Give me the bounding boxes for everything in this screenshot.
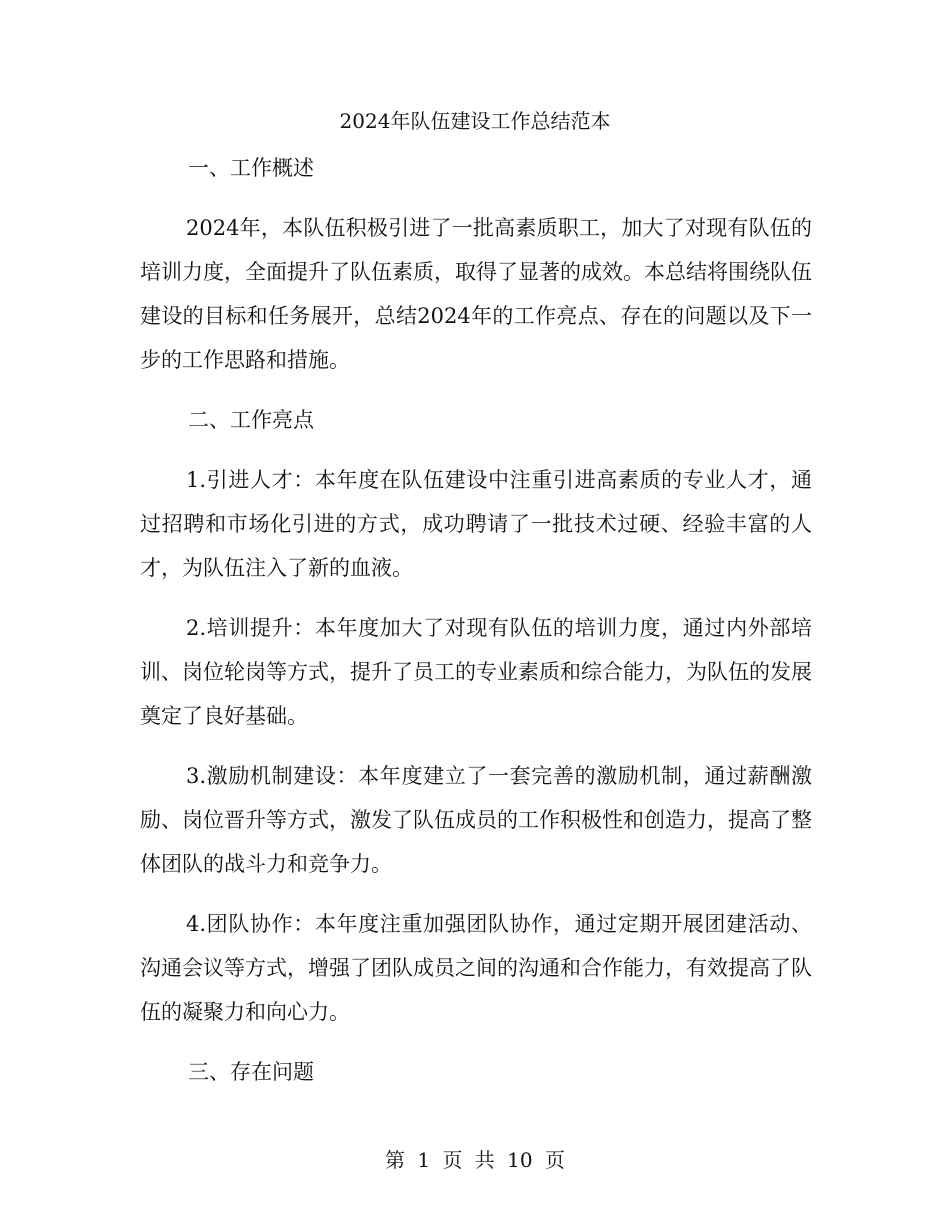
page-number-footer: 第 1 页 共 10 页 bbox=[385, 1148, 565, 1172]
section-heading-highlights: 二、工作亮点 bbox=[188, 408, 314, 432]
paragraph-highlight-2: 2.培训提升：本年度加大了对现有队伍的培训力度，通过内外部培训、岗位轮岗等方式，提升了员工的专业素质和综合能力，为队伍的发展奠定了良好基础。 bbox=[140, 616, 812, 728]
paragraph-highlight-1: 1.引进人才：本年度在队伍建设中注重引进高素质的专业人才，通过招聘和市场化引进的方式，成功聘请了一批技术过硬、经验丰富的人才，为队伍注入了新的血液。 bbox=[140, 468, 812, 580]
paragraph-highlight-4: 4.团队协作：本年度注重加强团队协作，通过定期开展团建活动、沟通会议等方式，增强了团队成员之间的沟通和合作能力，有效提高了队伍的凝聚力和向心力。 bbox=[140, 912, 812, 1024]
document-title: 2024年队伍建设工作总结范本 bbox=[339, 109, 611, 133]
paragraph-highlight-3: 3.激励机制建设：本年度建立了一套完善的激励机制，通过薪酬激励、岗位晋升等方式，激发了队伍成员的工作积极性和创造力，提高了整体团队的战斗力和竞争力。 bbox=[140, 764, 812, 876]
section-heading-problems: 三、存在问题 bbox=[188, 1060, 314, 1084]
paragraph-overview: 2024年，本队伍积极引进了一批高素质职工，加大了对现有队伍的培训力度，全面提升了队伍素质，取得了显著的成效。本总结将围绕队伍建设的目标和任务展开，总结2024年的工作亮点、存在的问题以及下一步的工作思路和措施。 bbox=[140, 216, 812, 372]
document-body bbox=[140, 146, 812, 1110]
section-heading-overview: 一、工作概述 bbox=[188, 156, 314, 180]
